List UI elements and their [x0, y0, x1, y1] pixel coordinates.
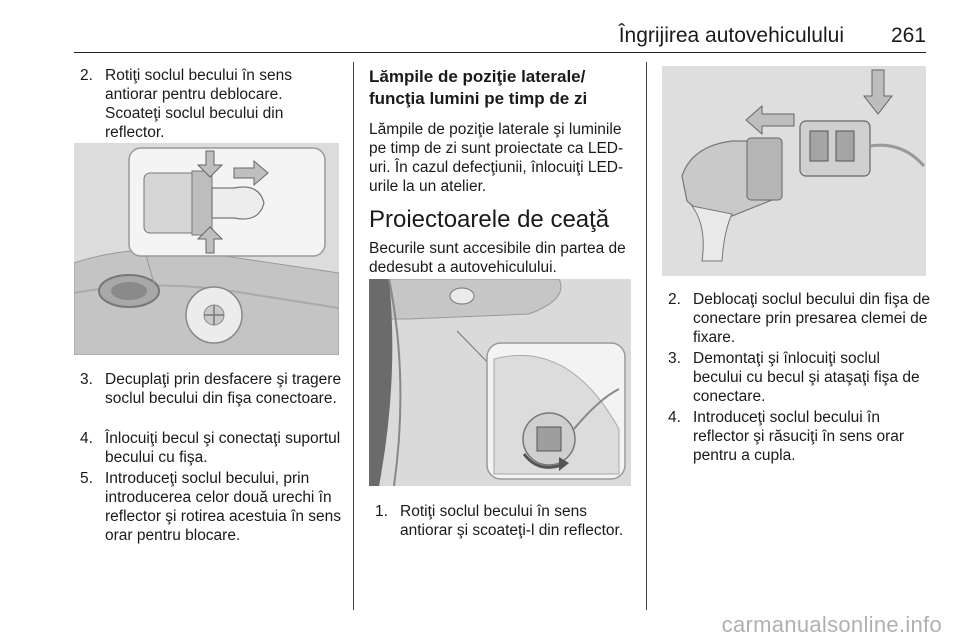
col3-step-2-body: Deblocaţi soclul becului din fişa de conectare prin presarea clemei de fixare.: [693, 291, 930, 346]
fog-step-1-number: 1.: [375, 503, 388, 520]
step-3-text: [80, 370, 342, 408]
side-lamps-body: Lămpile de poziţie laterale şi luminile pe timp de zi sunt proiectate ca LED-uri. În cazul defecţiunii, înlocuiţi LED-urile la un atelier.: [369, 121, 624, 195]
col3-step-4-text: [668, 408, 930, 465]
fog-lamp-figure: [369, 279, 631, 486]
step-5-number: 5.: [80, 470, 93, 487]
fog-lamps-text: [369, 239, 635, 277]
fog-lamp-illustration: [369, 279, 631, 486]
col3-step-2-text: [668, 290, 930, 347]
column-divider-right: [646, 62, 647, 610]
col3-step-3-body: Demontaţi şi înlocuiţi soclul becului cu becul şi ataşaţi fişa de conectare.: [693, 350, 920, 405]
fog-step-1-body: Rotiţi soclul becului în sens antiorar şi scoateţi-l din reflector.: [400, 503, 624, 539]
step-4-text: [80, 429, 342, 467]
step-4-number: 4.: [80, 430, 93, 447]
fog-lamps-body: Becurile sunt accesibile din partea de dedesubt a autovehiculului.: [369, 240, 626, 276]
headlamp-bulb-figure: [74, 143, 339, 355]
headlamp-illustration: [74, 143, 339, 355]
col3-step-2-number: 2.: [668, 291, 681, 308]
col3-step-4-body: Introduceţi soclul becului în reflector şi răsuciţi în sens orar pentru a cupla.: [693, 409, 905, 464]
step-3-number: 3.: [80, 371, 93, 388]
step-2-number: 2.: [80, 67, 93, 84]
side-lamps-text: [369, 120, 635, 196]
side-lamps-heading: Lămpile de poziţie laterale/ funcţia lumini pe timp de zi: [369, 67, 588, 108]
step-3-body: Decuplaţi prin desfacere şi tragere soclul becului din fişa conectoare.: [105, 371, 342, 407]
bulb-connector-illustration: [662, 66, 926, 276]
page-header: [74, 22, 926, 53]
step-5-text: [80, 469, 345, 545]
step-2-body: Rotiţi soclul becului în sens antiorar pentru deblocare. Scoateţi soclul becului din reflector.: [105, 67, 292, 141]
column-divider-left: [353, 62, 354, 610]
page-number: 261: [890, 24, 926, 47]
step-5-body: Introduceţi soclul becului, prin introducerea celor două urechi în reflector şi rotirea acestuia în sens orar pentru blocare.: [105, 470, 342, 544]
col3-step-3-text: [668, 349, 930, 406]
header-title: Îngrijirea autovehiculului: [618, 24, 844, 47]
col3-step-4-number: 4.: [668, 409, 681, 426]
bulb-connector-figure: [662, 66, 926, 276]
watermark-text: carmanualsonline.info: [721, 612, 942, 637]
fog-lamps-heading: Proiectoarele de ceaţă: [369, 206, 610, 233]
step-2-text: [80, 66, 342, 142]
step-4-body: Înlocuiţi becul şi conectaţi suportul becului cu fişa.: [105, 430, 341, 466]
fog-step-1-text: [375, 502, 637, 540]
col3-step-3-number: 3.: [668, 350, 681, 367]
